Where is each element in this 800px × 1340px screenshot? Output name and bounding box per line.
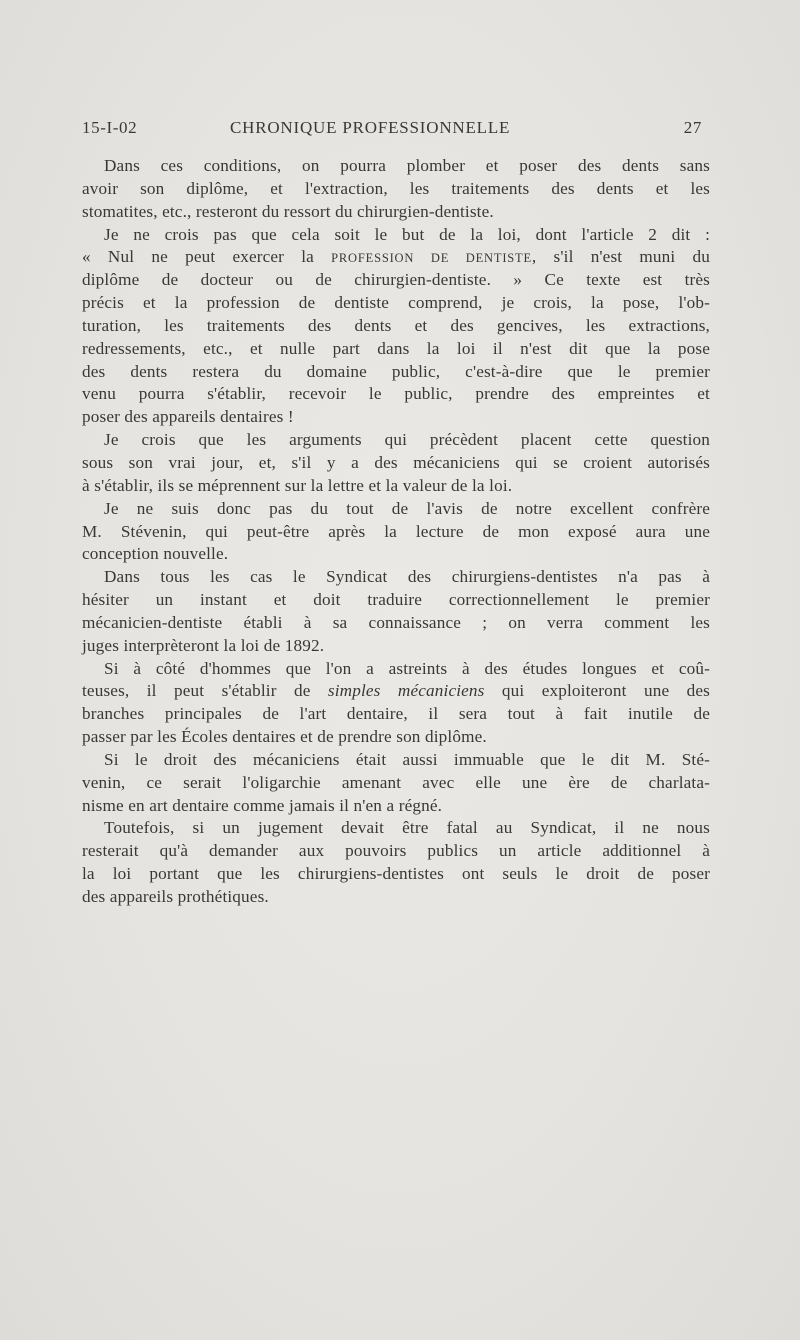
text-line: venu pourra s'établir, recevoir le public, prendre des empreintes et bbox=[82, 384, 710, 404]
text-line: redressements, etc., et nulle part dans la loi il n'est dit que la pose bbox=[82, 338, 710, 358]
text-line: Dans ces conditions, on pourra plomber et poser des dents sans bbox=[104, 156, 710, 175]
text-line: mécanicien-dentiste établi à sa connaissance ; on verra comment les bbox=[82, 612, 710, 632]
text-line: des dents restera du domaine public, c'est-à-dire que le premier bbox=[82, 361, 710, 381]
text-line: turation, les traitements des dents et des gencives, les extractions, bbox=[82, 315, 710, 335]
text-line: conception nouvelle. bbox=[82, 544, 229, 564]
text-line: passer par les Écoles dentaires et de prendre son diplôme. bbox=[82, 727, 487, 747]
section-title: CHRONIQUE PROFESSIONNELLE bbox=[230, 118, 511, 137]
italic-term: simples mécaniciens bbox=[327, 681, 485, 701]
text-line: Je ne suis donc pas du tout de l'avis de notre excellent confrère bbox=[104, 498, 710, 518]
text-line: précis et la profession de dentiste comprend, je crois, la pose, l'ob- bbox=[82, 293, 710, 313]
small-caps-term: PROFESSION DE DENTISTE bbox=[331, 251, 532, 266]
issue-date: 15-I-02 bbox=[82, 118, 138, 137]
article-body bbox=[82, 155, 710, 909]
text-line: des appareils prothétiques. bbox=[82, 887, 269, 906]
text-fragment: qui exploiteront une des bbox=[501, 681, 710, 701]
text-line: branches principales de l'art dentaire, il sera tout à fait inutile de bbox=[82, 704, 710, 724]
running-header bbox=[82, 118, 702, 146]
text-line: venin, ce serait l'oligarchie amenant avec elle une ère de charlata- bbox=[82, 772, 710, 792]
text-line: Toutefois, si un jugement devait être fatal au Syndicat, il ne nous bbox=[104, 818, 710, 838]
text-line: M. Stévenin, qui peut-être après la lecture de mon exposé aura une bbox=[82, 521, 710, 541]
text-line: nisme en art dentaire comme jamais il n'en a régné. bbox=[82, 795, 443, 815]
text-line: à s'établir, ils se méprennent sur la lettre et la valeur de la loi. bbox=[82, 475, 513, 495]
text-line: diplôme de docteur ou de chirurgien-dentiste. » Ce texte est très bbox=[82, 270, 710, 290]
text-line: Dans tous les cas le Syndicat des chirurgiens-dentistes n'a pas à bbox=[104, 567, 710, 587]
text-line: Si le droit des mécaniciens était aussi immuable que le dit M. Sté- bbox=[104, 749, 710, 769]
text-line: Si à côté d'hommes que l'on a astreints à des études longues et coû- bbox=[104, 658, 710, 678]
text-fragment: teuses, il peut s'établir de bbox=[82, 681, 311, 701]
page-number: 27 bbox=[683, 118, 702, 137]
text-line: juges interprèteront la loi de 1892. bbox=[82, 635, 325, 655]
text-line bbox=[82, 680, 710, 703]
text-fragment: « Nul ne peut exercer la bbox=[82, 247, 314, 267]
text-line: Je ne crois pas que cela soit le but de la loi, dont l'article 2 dit : bbox=[104, 224, 710, 244]
text-line: la loi portant que les chirurgiens-dentistes ont seuls le droit de poser bbox=[82, 864, 710, 884]
text-fragment: , s'il n'est muni du bbox=[531, 247, 711, 267]
text-line: avoir son diplôme, et l'extraction, les traitements des dents et les bbox=[82, 178, 710, 198]
text-line bbox=[82, 246, 710, 269]
text-line: resterait qu'à demander aux pouvoirs publics un article additionnel à bbox=[82, 841, 710, 861]
text-line: hésiter un instant et doit traduire correctionnellement le premier bbox=[82, 590, 710, 610]
text-line: poser des appareils dentaires ! bbox=[82, 407, 294, 427]
text-line: Je crois que les arguments qui précèdent placent cette question bbox=[104, 430, 710, 450]
text-line: stomatites, etc., resteront du ressort du chirurgien-dentiste. bbox=[82, 201, 494, 221]
text-line: sous son vrai jour, et, s'il y a des mécaniciens qui se croient autorisés bbox=[82, 452, 710, 472]
